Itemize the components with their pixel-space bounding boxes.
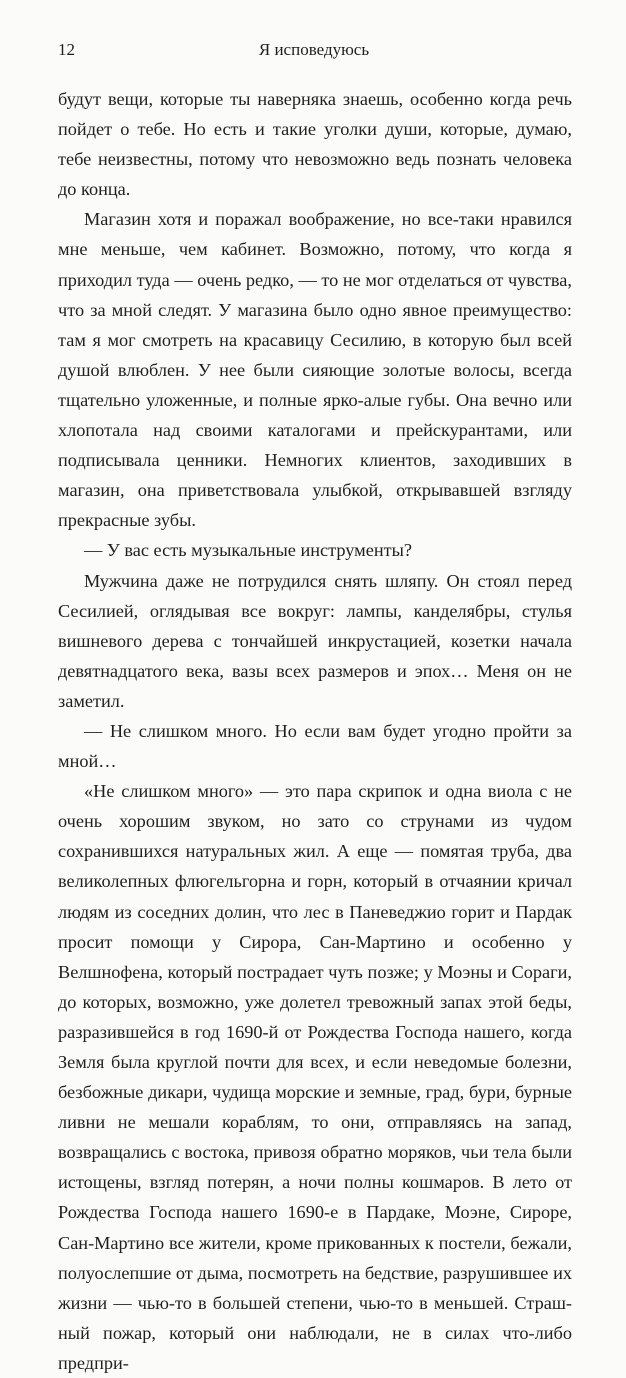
running-title: Я исповедуюсь bbox=[258, 40, 370, 59]
paragraph-instruments: «Не слишком много» — это пара скрипок и одна виола с не очень хорошим звуком, но зато со струнами из чудом сохранившихся натуральных жил. А еще — помятая труба, два великолепных флюгельгорна и горн, который в отчаянии кричал людям из соседних долин, что лес в Паневеджио горит и Пардак просит помощи у Сирора, Сан-Мартино и особенно у Велшнофена, который пострадает чуть позже; у Моэны и Сораги, до которых, возможно, уже долетел тревожный запах этой беды, разразившейся в год 1690-й от Рождества Господа нашего, когда Земля была круглой почти для всех, и если неведомые болезни, безбожные дикари, чудища морские и земные, град, бури, бурные ливни не мешали кораблям, то они, отправляясь на запад, возвращались с востока, привозя обратно моряков, чьи тела были истощены, взгляд потерян, а ночи полны кошмаров. В лето от Рождества Господа нашего 1690-е в Пардаке, Моэне, Сироре, Сан-Мартино все жители, кроме прикованных к постели, бежали, полуослепшие от дыма, посмотреть на бедствие, разрушившее их жизни — чью-то в большей степени, чью-то в меньшей. Страшный пожар, который они наблюдали, не в силах что-либо предпри- bbox=[58, 781, 572, 1373]
page-header bbox=[58, 40, 570, 64]
body-text bbox=[58, 84, 572, 1378]
paragraph-dialogue-answer: — Не слишком много. Но если вам будет угодно пройти за мной… bbox=[58, 720, 572, 772]
paragraph-continued: будут вещи, которые ты наверняка знаешь, особенно когда речь пойдет о тебе. Но есть и такие уголки души, которые, думаю, тебе неизвестны, потому что невозможно ведь познать человека до конца. bbox=[58, 89, 572, 200]
paragraph-man-description: Мужчина даже не потрудился снять шляпу. Он стоял перед Сесилией, оглядывая все вокруг: лампы, канделябры, стулья вишневого дерева с тончайшей инкрустацией, козетки начала девятнадцатого века, вазы всех размеров и эпох… Меня он не заметил. bbox=[58, 570, 572, 711]
paragraph-dialogue-question: — У вас есть музыкальные инструменты? bbox=[84, 540, 412, 561]
paragraph-shop: Магазин хотя и поражал воображение, но все-таки нравился мне меньше, чем кабинет. Возможно, потому, что когда я приходил туда — очень редко, — то не мог отделаться от чувства, что за мной следят. У магазина было одно явное преимущество: там я мог смотреть на красавицу Сесилию, в которую был всей душой влюблен. У нее были сияющие золотые волосы, всегда тщательно уложенные, и полные ярко-алые губы. Она вечно или хлопотала над своими каталогами и прейскурантами, или подписывала ценники. Немногих клиентов, заходивших в магазин, она приветствовала улыбкой, открывавшей взгляду прекрасные зубы. bbox=[58, 209, 572, 531]
page-number: 12 bbox=[58, 40, 75, 59]
